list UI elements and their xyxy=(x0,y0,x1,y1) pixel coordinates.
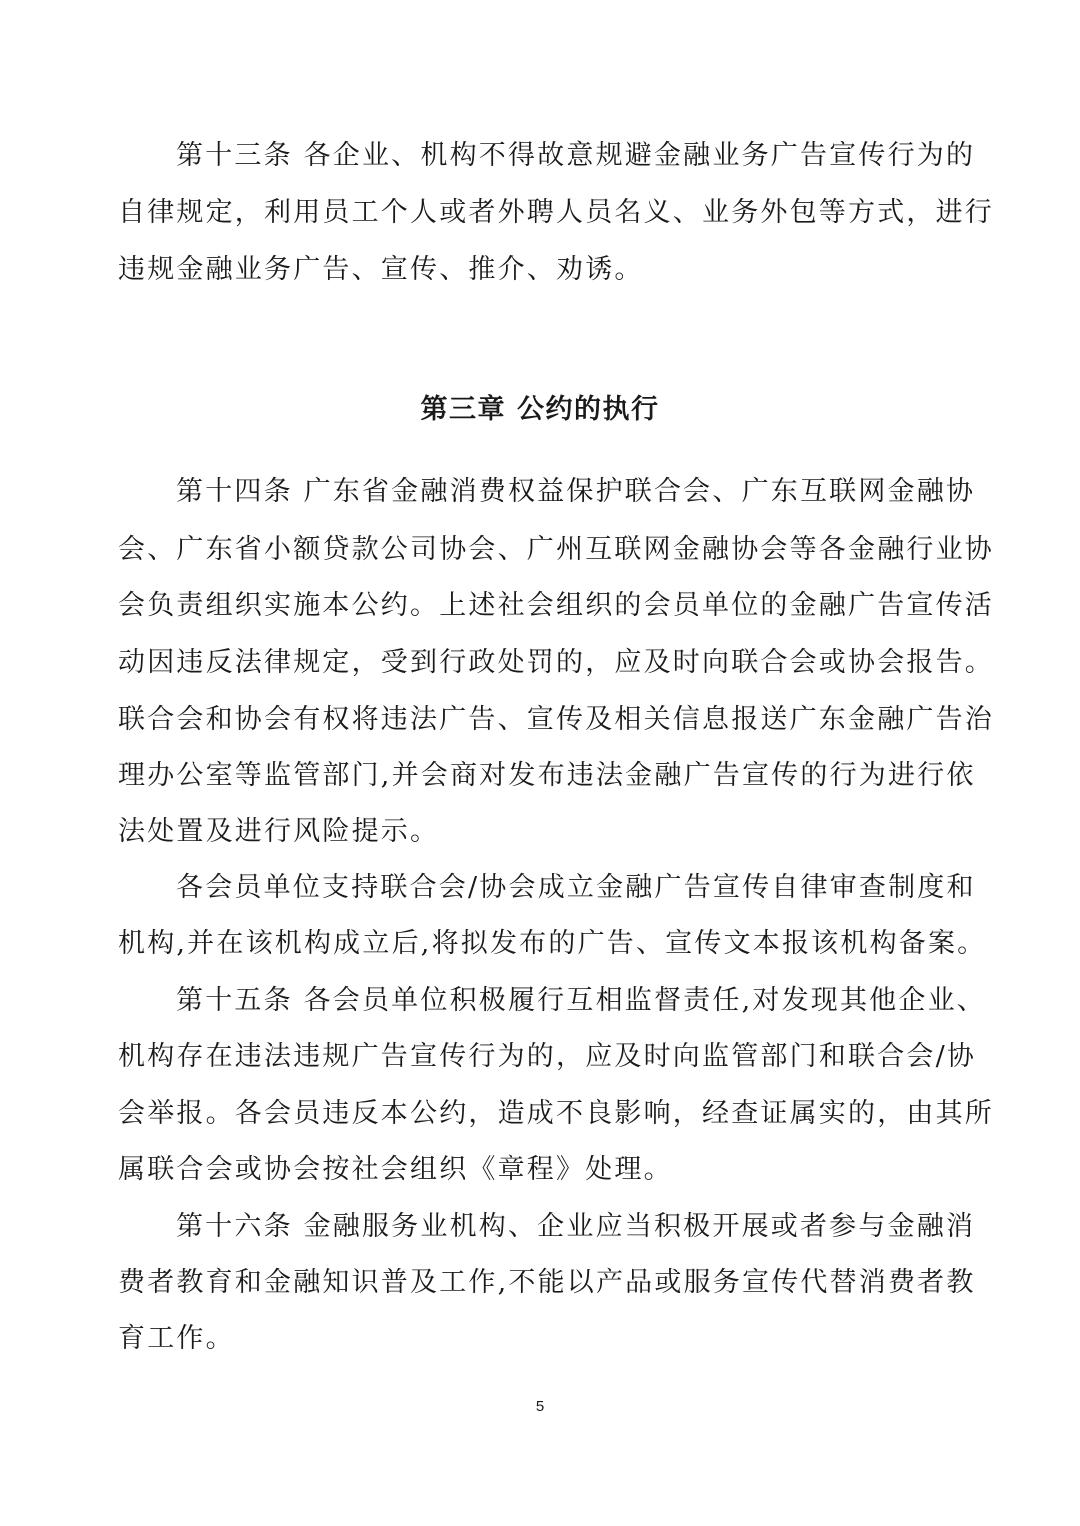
art15-line-2: 机构存在违法违规广告宣传行为的，应及时向监管部门和联合会/协 xyxy=(118,1041,977,1072)
page-number: 5 xyxy=(535,1398,545,1415)
art14-line-5: 联合会和协会有权将违法广告、宣传及相关信息报送广东金融广告治 xyxy=(118,704,994,735)
art15-line-1: 第十五条 各会员单位积极履行互相监督责任,对发现其他企业、 xyxy=(176,985,986,1016)
members-para-line-1: 各会员单位支持联合会/协会成立金融广告宣传自律审查制度和 xyxy=(176,872,976,903)
art16-line-3: 育工作。 xyxy=(118,1323,235,1354)
art14-line-6: 理办公室等监管部门,并会商对发布违法金融广告宣传的行为进行依 xyxy=(118,760,976,791)
art16-line-1: 第十六条 金融服务业机构、企业应当积极开展或者参与金融消 xyxy=(176,1211,976,1242)
art14-line-1: 第十四条 广东省金融消费权益保护联合会、广东互联网金融协 xyxy=(176,476,976,507)
chapter-title: 第三章 公约的执行 xyxy=(420,394,660,425)
art15-line-3: 会举报。各会员违反本公约，造成不良影响，经查证属实的，由其所 xyxy=(118,1098,994,1129)
art14-line-3: 会负责组织实施本公约。上述社会组织的会员单位的金融广告宣传活 xyxy=(118,590,994,621)
art13-line-3: 违规金融业务广告、宣传、推介、劝诱。 xyxy=(118,254,644,285)
members-para-line-2: 机构,并在该机构成立后,将拟发布的广告、宣传文本报该机构备案。 xyxy=(118,928,987,959)
art13-line-1: 第十三条 各企业、机构不得故意规避金融业务广告宣传行为的 xyxy=(176,140,976,171)
art14-line-2: 会、广东省小额贷款公司协会、广州互联网金融协会等各金融行业协 xyxy=(118,534,994,565)
art16-line-2: 费者教育和金融知识普及工作,不能以产品或服务宣传代替消费者教 xyxy=(118,1267,976,1298)
art15-line-4: 属联合会或协会按社会组织《章程》处理。 xyxy=(118,1154,673,1185)
art14-line-4: 动因违反法律规定，受到行政处罚的，应及时向联合会或协会报告。 xyxy=(118,647,994,678)
art13-line-2: 自律规定，利用员工个人或者外聘人员名义、业务外包等方式，进行 xyxy=(118,197,994,228)
art14-line-7: 法处置及进行风险提示。 xyxy=(118,816,440,847)
